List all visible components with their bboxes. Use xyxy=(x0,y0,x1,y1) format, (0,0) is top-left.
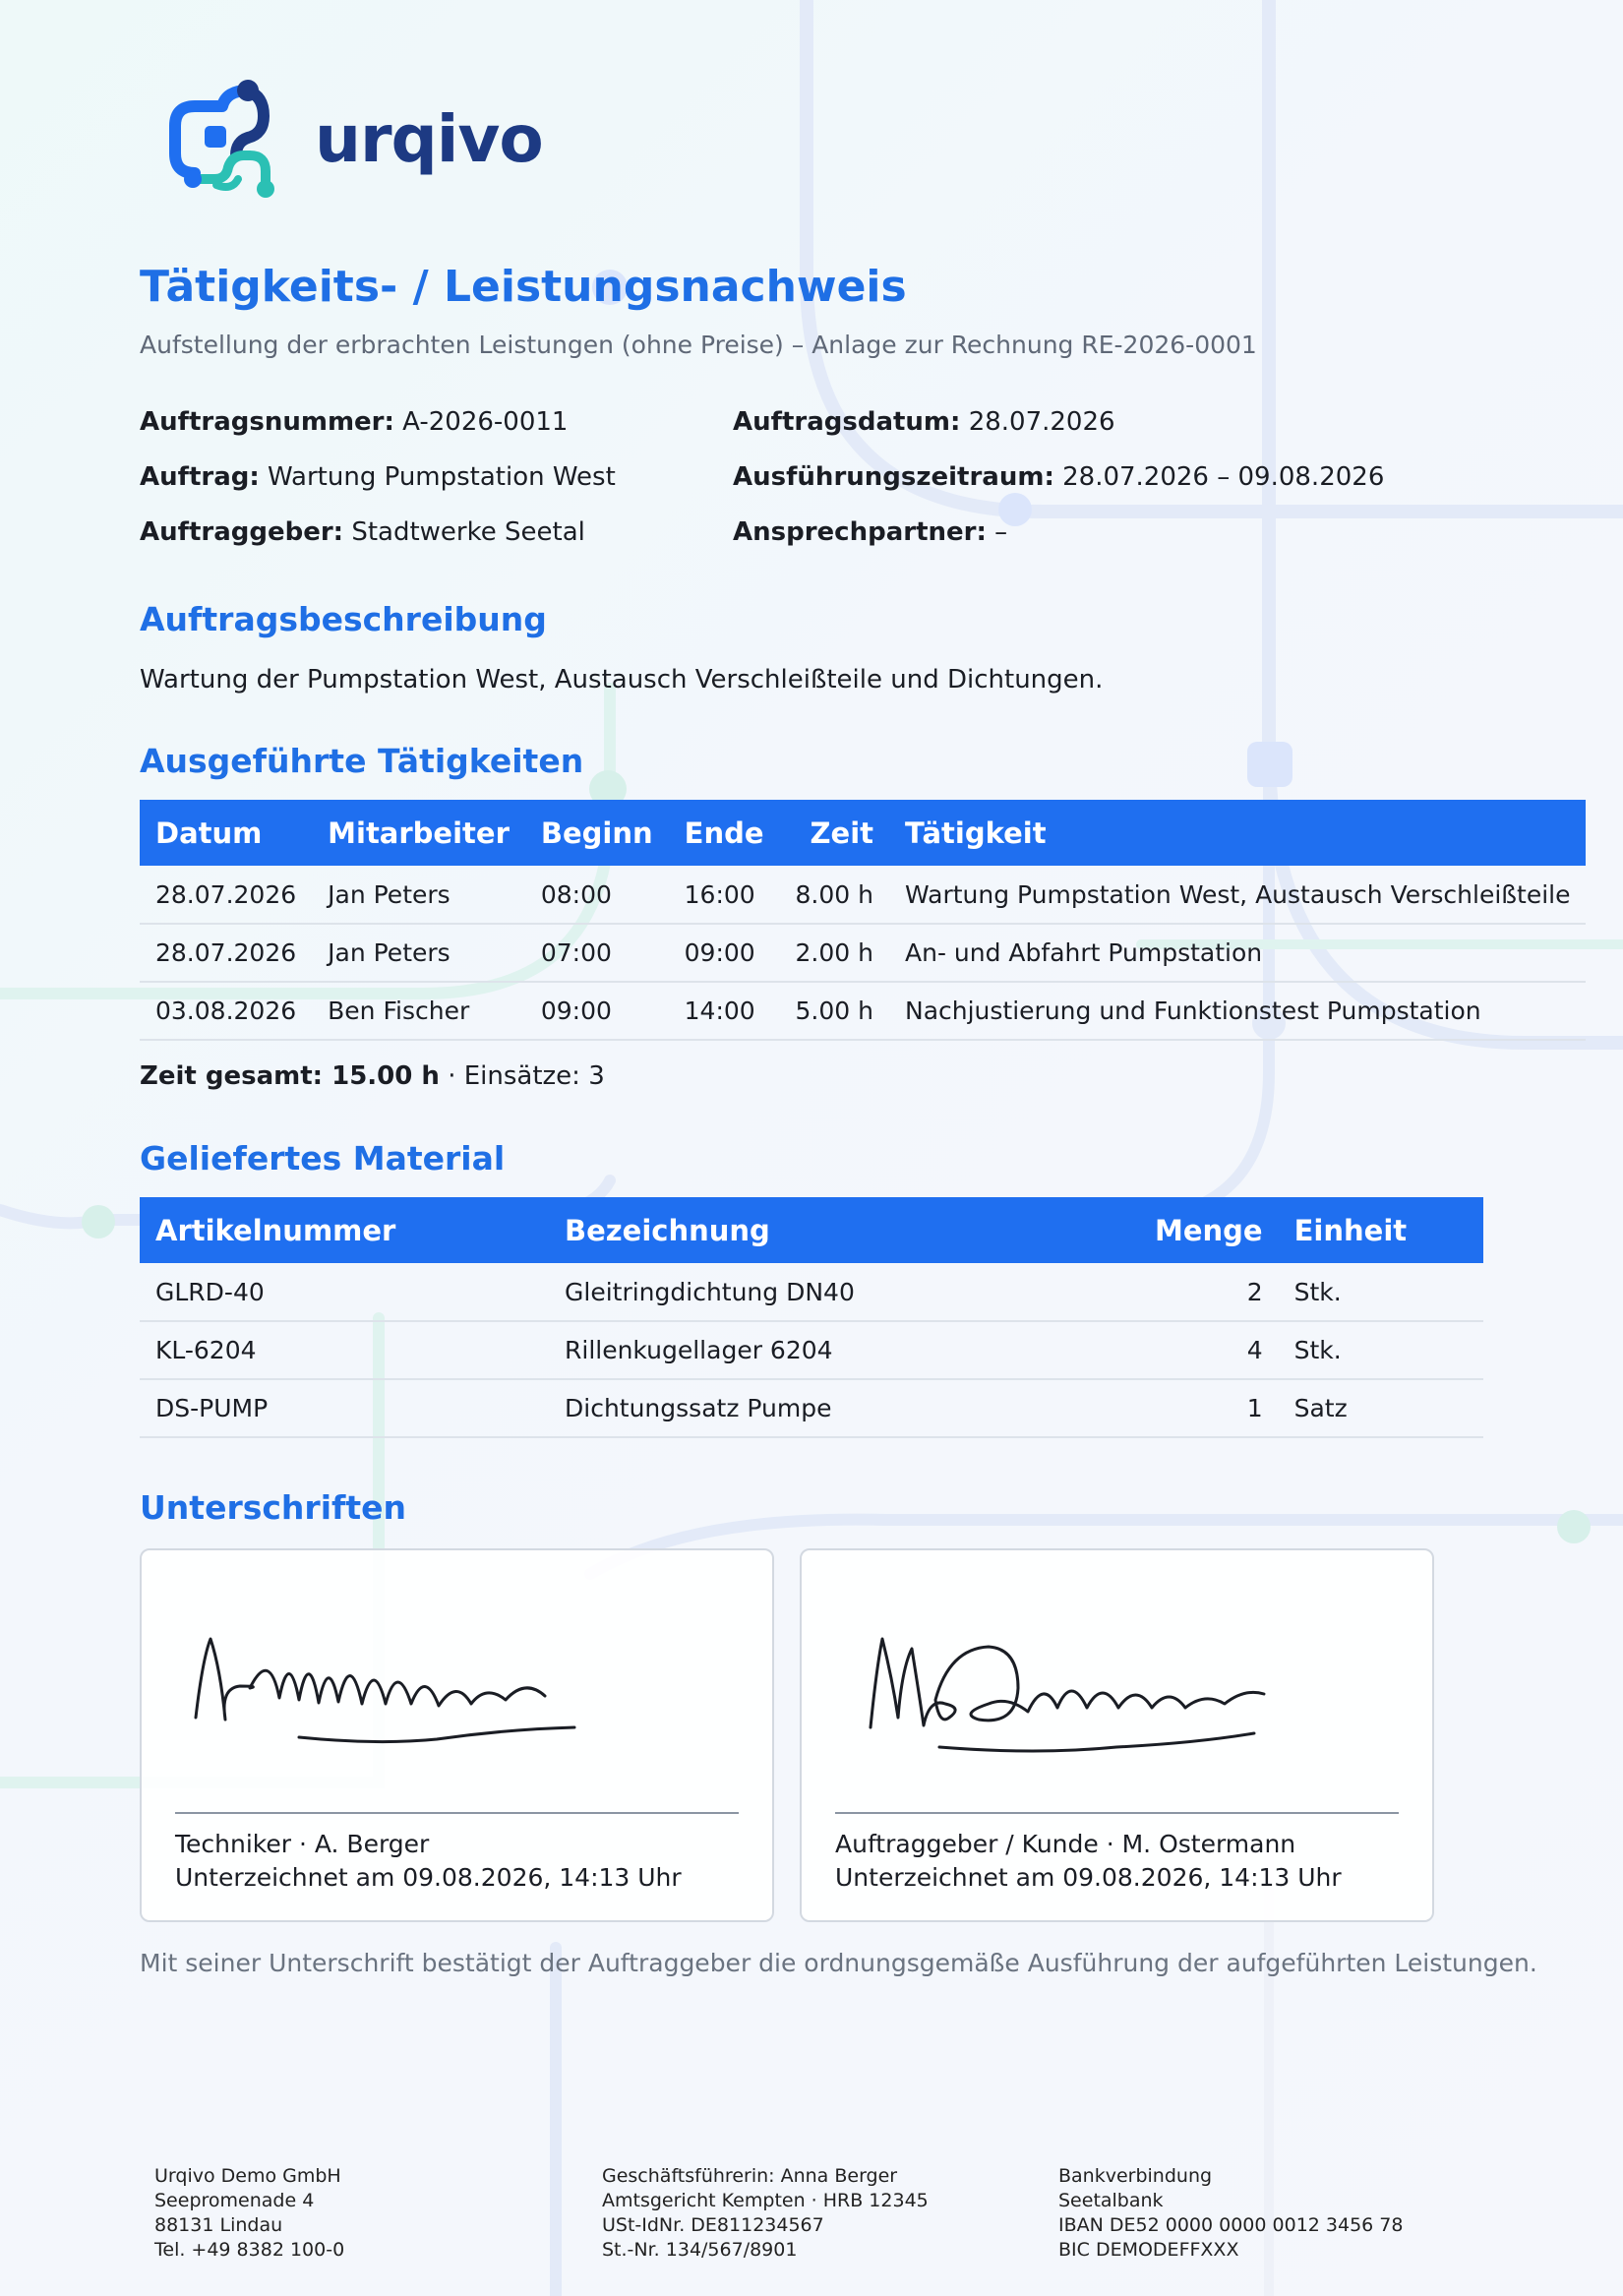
meta-value: 28.07.2026 – 09.08.2026 xyxy=(1062,462,1385,492)
col-end: Ende xyxy=(669,800,780,866)
cell-time: 8.00 h xyxy=(780,866,889,924)
cell-start: 09:00 xyxy=(525,982,669,1040)
cell-article-number: GLRD-40 xyxy=(140,1263,549,1321)
meta-value: 28.07.2026 xyxy=(968,407,1115,437)
cell-activity: Nachjustierung und Funktionstest Pumpstation xyxy=(889,982,1586,1040)
cell-date: 28.07.2026 xyxy=(140,866,312,924)
time-total xyxy=(140,1061,605,1091)
footer-legal xyxy=(602,2164,929,2263)
cell-activity: An- und Abfahrt Pumpstation xyxy=(889,924,1586,982)
page-subtitle: Aufstellung der erbrachten Leistungen (ohne Preise) – Anlage zur Rechnung RE-2026-0001 xyxy=(140,331,1257,359)
cell-activity: Wartung Pumpstation West, Austausch Verschleißteile xyxy=(889,866,1586,924)
table-row xyxy=(140,866,1586,924)
col-employee: Mitarbeiter xyxy=(312,800,525,866)
cell-time: 2.00 h xyxy=(780,924,889,982)
signature-line xyxy=(835,1812,1399,1814)
footer-line: Geschäftsführerin: Anna Berger xyxy=(602,2165,898,2187)
meta-order-number xyxy=(140,405,828,460)
footer-line: Tel. +49 8382 100-0 xyxy=(154,2239,345,2261)
cell-end: 09:00 xyxy=(669,924,780,982)
meta-order-date xyxy=(733,405,1520,460)
table-header-row xyxy=(140,1197,1483,1263)
meta-label: Auftragsnummer: xyxy=(140,407,394,437)
page-title: Tätigkeits- / Leistungsnachweis xyxy=(140,262,907,312)
activities-heading: Ausgeführte Tätigkeiten xyxy=(140,742,584,780)
cell-unit: Stk. xyxy=(1279,1263,1483,1321)
footer-line: Seetalbank xyxy=(1058,2190,1164,2211)
meta-label: Auftraggeber: xyxy=(140,517,344,547)
activities-table xyxy=(140,800,1586,1041)
brand-name: urqivo xyxy=(315,101,543,177)
meta-order xyxy=(140,460,828,515)
signature-client xyxy=(841,1609,1372,1767)
col-description: Bezeichnung xyxy=(549,1197,1139,1263)
table-row xyxy=(140,924,1586,982)
footer-line: Seepromenade 4 xyxy=(154,2190,315,2211)
table-row xyxy=(140,982,1586,1040)
footer-line: BIC DEMODEFFXXX xyxy=(1058,2239,1239,2261)
col-start: Beginn xyxy=(525,800,669,866)
order-meta-left xyxy=(140,405,828,571)
deployment-count: · Einsätze: 3 xyxy=(448,1061,605,1091)
signature-technician xyxy=(181,1609,712,1767)
signature-confirmation: Mit seiner Unterschrift bestätigt der Auftraggeber die ordnungsgemäße Ausführung der aufgeführten Leistungen. xyxy=(140,1949,1537,1977)
urqivo-logo-icon xyxy=(163,77,279,203)
cell-quantity: 1 xyxy=(1139,1379,1279,1437)
cell-article-number: DS-PUMP xyxy=(140,1379,549,1437)
meta-label: Auftrag: xyxy=(140,462,260,492)
cell-description: Rillenkugellager 6204 xyxy=(549,1321,1139,1379)
total-hours: Zeit gesamt: 15.00 h xyxy=(140,1061,440,1091)
col-time: Zeit xyxy=(780,800,889,866)
cell-date: 03.08.2026 xyxy=(140,982,312,1040)
col-quantity: Menge xyxy=(1139,1197,1279,1263)
signatures-heading: Unterschriften xyxy=(140,1488,407,1527)
description-heading: Auftragsbeschreibung xyxy=(140,600,547,638)
table-row xyxy=(140,1321,1483,1379)
meta-client xyxy=(140,515,828,571)
footer-company xyxy=(154,2164,344,2263)
signature-box-technician xyxy=(140,1548,774,1922)
cell-unit: Satz xyxy=(1279,1379,1483,1437)
cell-employee: Ben Fischer xyxy=(312,982,525,1040)
cell-article-number: KL-6204 xyxy=(140,1321,549,1379)
col-unit: Einheit xyxy=(1279,1197,1483,1263)
order-meta-right xyxy=(733,405,1520,571)
meta-label: Auftragsdatum: xyxy=(733,407,961,437)
footer-line: Bankverbindung xyxy=(1058,2165,1213,2187)
signed-date: Unterzeichnet am 09.08.2026, 14:13 Uhr xyxy=(175,1863,682,1892)
cell-description: Dichtungssatz Pumpe xyxy=(549,1379,1139,1437)
cell-description: Gleitringdichtung DN40 xyxy=(549,1263,1139,1321)
meta-label: Ausführungszeitraum: xyxy=(733,462,1054,492)
cell-end: 14:00 xyxy=(669,982,780,1040)
cell-employee: Jan Peters xyxy=(312,866,525,924)
signature-line xyxy=(175,1812,739,1814)
signature-box-client xyxy=(800,1548,1434,1922)
table-row xyxy=(140,1263,1483,1321)
meta-value: – xyxy=(994,517,1008,547)
footer-line: Amtsgericht Kempten · HRB 12345 xyxy=(602,2190,929,2211)
description-text: Wartung der Pumpstation West, Austausch Verschleißteile und Dichtungen. xyxy=(140,665,1104,695)
table-row xyxy=(140,1379,1483,1437)
footer-line: USt-IdNr. DE811234567 xyxy=(602,2214,824,2236)
signed-date: Unterzeichnet am 09.08.2026, 14:13 Uhr xyxy=(835,1863,1342,1892)
signer-role: Techniker · A. Berger xyxy=(175,1830,430,1858)
cell-quantity: 4 xyxy=(1139,1321,1279,1379)
meta-execution-period xyxy=(733,460,1520,515)
footer-bank xyxy=(1058,2164,1404,2263)
footer-line: IBAN DE52 0000 0000 0012 3456 78 xyxy=(1058,2214,1404,2236)
cell-date: 28.07.2026 xyxy=(140,924,312,982)
cell-employee: Jan Peters xyxy=(312,924,525,982)
col-activity: Tätigkeit xyxy=(889,800,1586,866)
meta-value: Wartung Pumpstation West xyxy=(268,462,616,492)
meta-label: Ansprechpartner: xyxy=(733,517,987,547)
signer-role: Auftraggeber / Kunde · M. Ostermann xyxy=(835,1830,1296,1858)
footer-line: St.-Nr. 134/567/8901 xyxy=(602,2239,798,2261)
cell-start: 08:00 xyxy=(525,866,669,924)
meta-value: A-2026-0011 xyxy=(402,407,569,437)
cell-quantity: 2 xyxy=(1139,1263,1279,1321)
footer-line: Urqivo Demo GmbH xyxy=(154,2165,341,2187)
col-date: Datum xyxy=(140,800,312,866)
cell-unit: Stk. xyxy=(1279,1321,1483,1379)
table-header-row xyxy=(140,800,1586,866)
col-article-number: Artikelnummer xyxy=(140,1197,549,1263)
meta-contact xyxy=(733,515,1520,571)
material-heading: Geliefertes Material xyxy=(140,1139,506,1178)
footer-line: 88131 Lindau xyxy=(154,2214,283,2236)
material-table xyxy=(140,1197,1483,1438)
cell-start: 07:00 xyxy=(525,924,669,982)
meta-value: Stadtwerke Seetal xyxy=(351,517,585,547)
cell-time: 5.00 h xyxy=(780,982,889,1040)
cell-end: 16:00 xyxy=(669,866,780,924)
company-logo xyxy=(163,77,543,203)
